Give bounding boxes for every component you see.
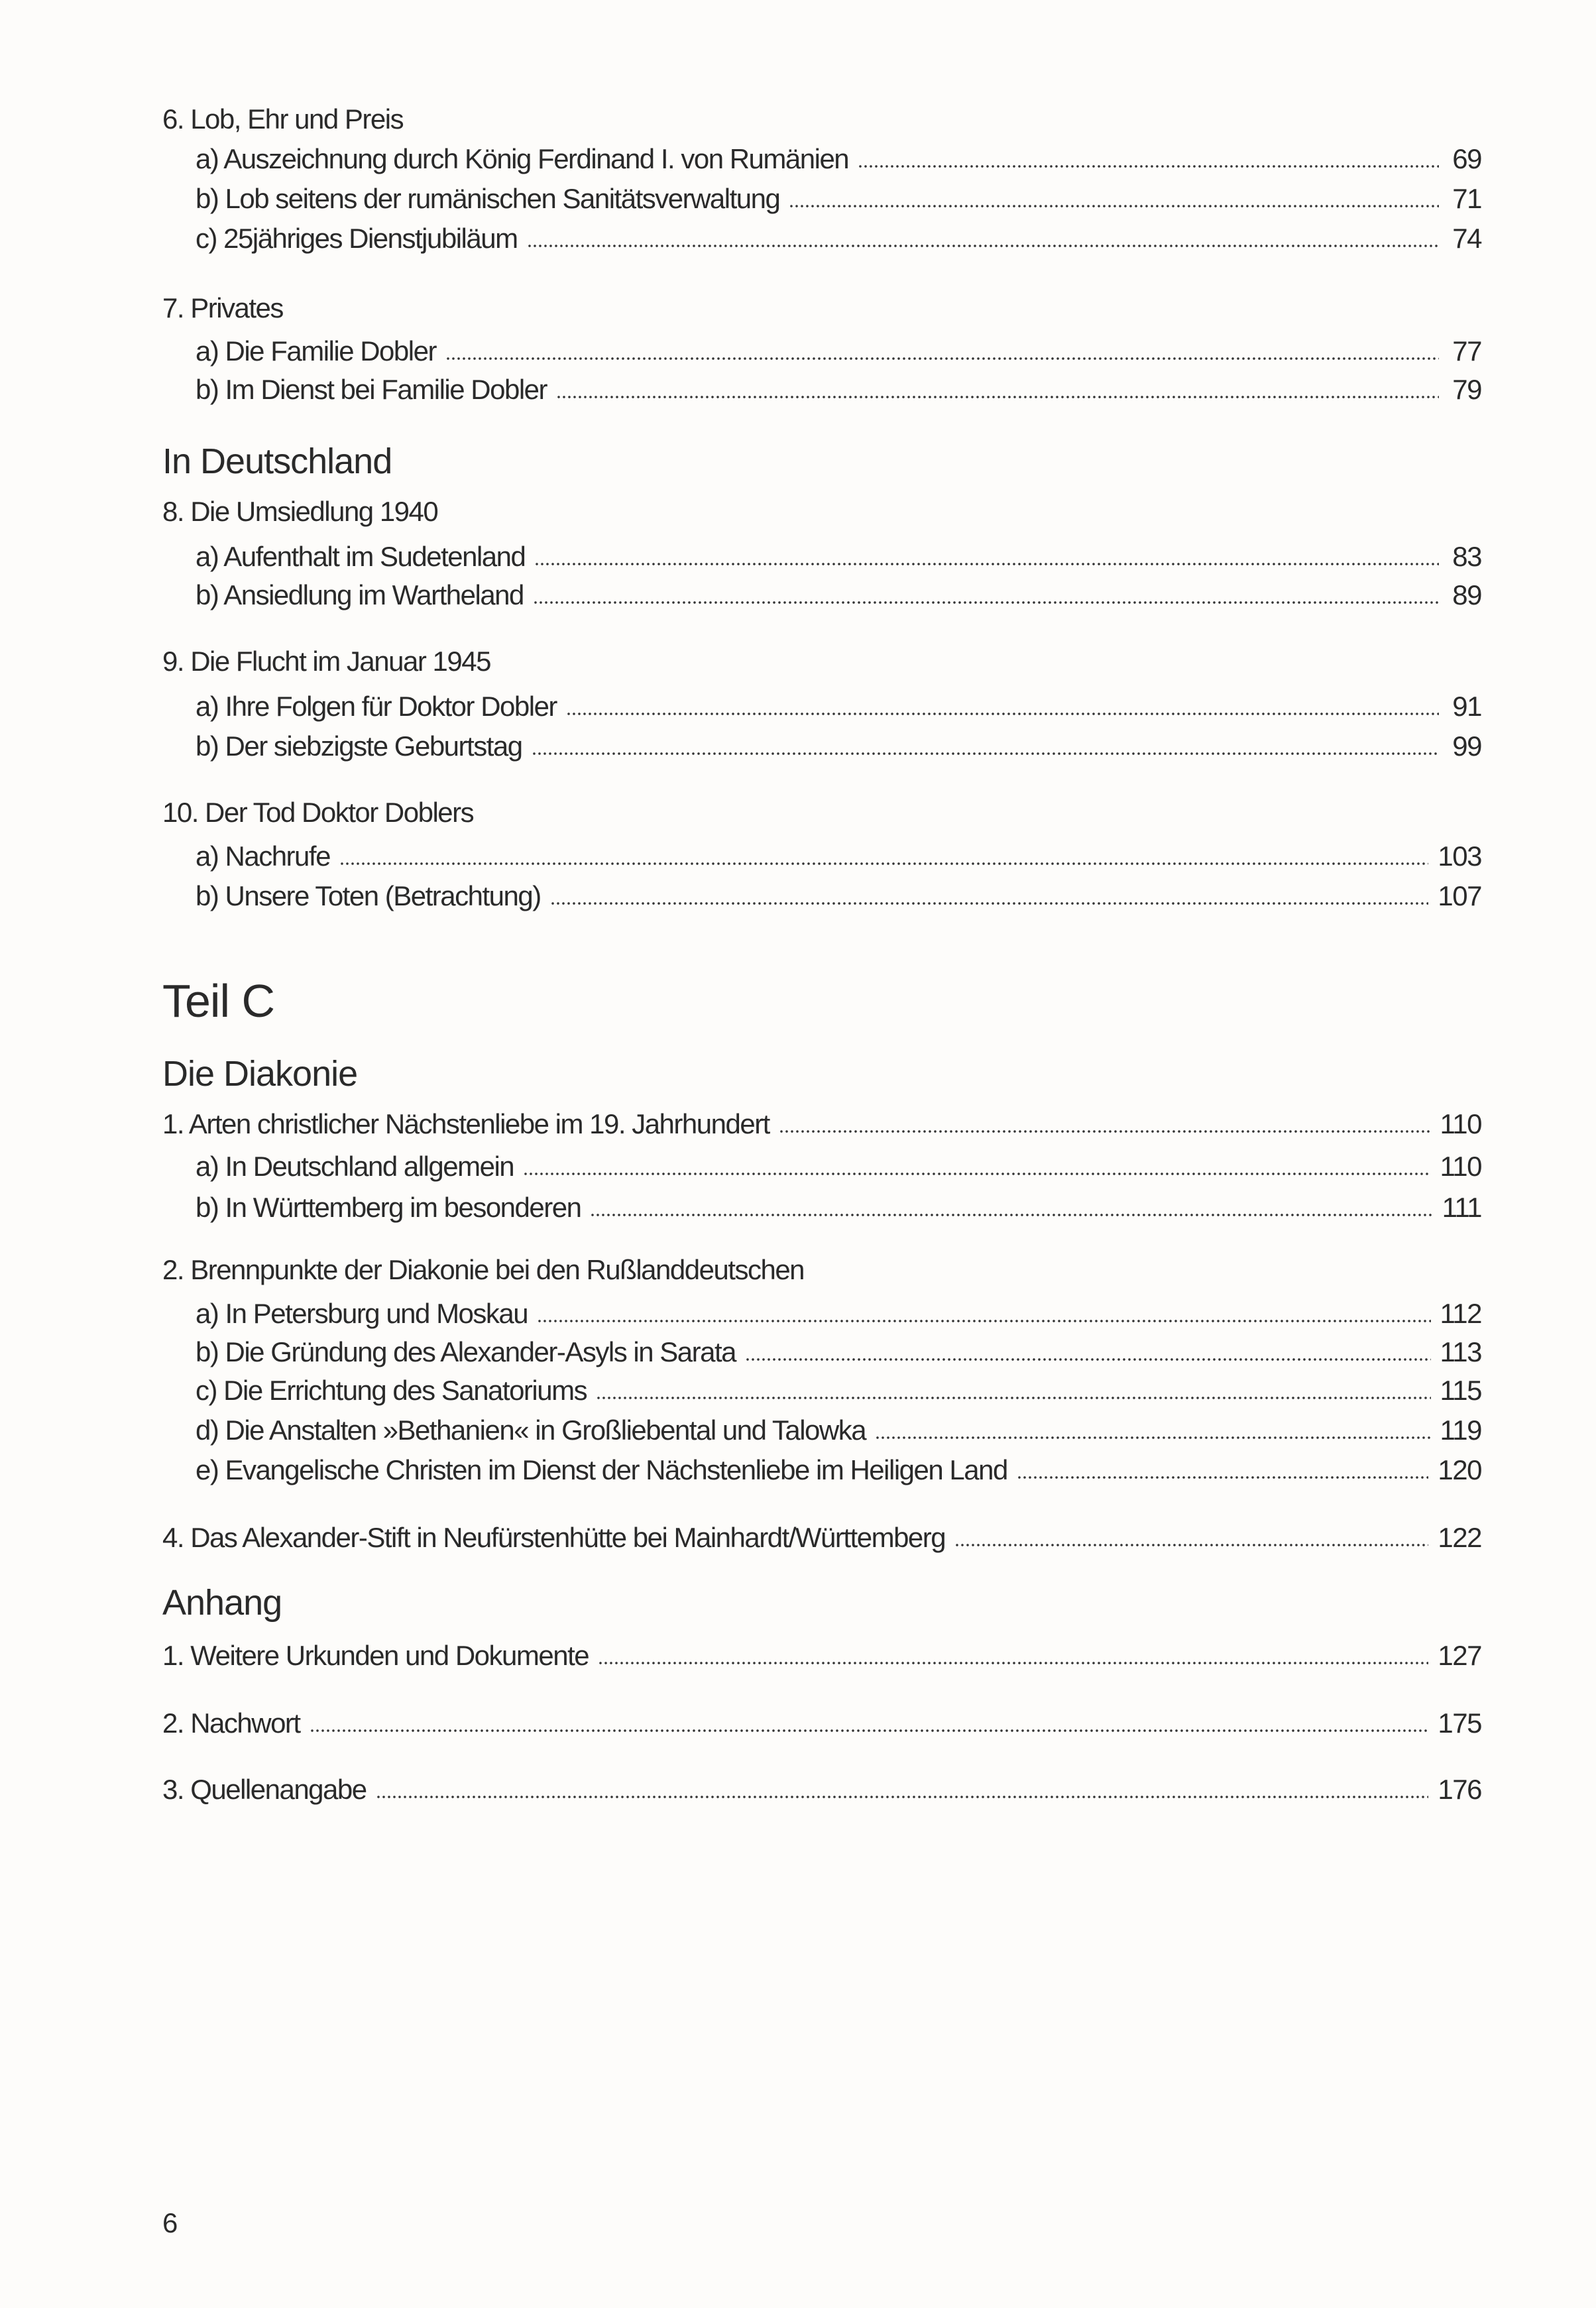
- dot-leader: [537, 1318, 1430, 1324]
- toc-section-title: [162, 640, 1481, 680]
- entry-label: 1. Weitere Urkunden und Dokumente: [162, 1640, 589, 1671]
- page-number-footer: 6: [162, 2207, 178, 2238]
- dot-leader: [590, 1212, 1432, 1218]
- page-number: 119: [1440, 1414, 1481, 1446]
- page-number: 79: [1452, 374, 1481, 405]
- toc-entry[interactable]: [196, 1186, 1481, 1226]
- dot-leader: [532, 750, 1439, 757]
- page-number: 113: [1440, 1336, 1481, 1367]
- page-number: 122: [1438, 1522, 1481, 1553]
- page-number: 91: [1452, 691, 1481, 722]
- toc-entry[interactable]: [196, 685, 1481, 725]
- entry-label: b) Unsere Toten (Betrachtung): [196, 880, 541, 911]
- entry-label: 1. Arten christlicher Nächstenliebe im 19. Jahrhundert: [162, 1108, 770, 1139]
- toc-entry[interactable]: [196, 138, 1481, 178]
- dot-leader: [523, 1171, 1430, 1177]
- entry-label: d) Die Anstalten »Bethanien« in Großliebental und Talowka: [196, 1414, 866, 1446]
- toc-entry[interactable]: [196, 178, 1481, 217]
- entry-label: c) Die Errichtung des Sanatoriums: [196, 1375, 587, 1406]
- part-heading: Anhang: [162, 1583, 282, 1623]
- toc-entry[interactable]: [196, 1293, 1481, 1332]
- entry-label: a) Auszeichnung durch König Ferdinand I. von Rumänien: [196, 143, 849, 174]
- toc-entry[interactable]: [162, 1768, 1481, 1808]
- dot-leader: [875, 1434, 1430, 1441]
- entry-label: c) 25jähriges Dienstjubiläum: [196, 223, 518, 254]
- dot-leader: [598, 1660, 1428, 1666]
- page-number: 175: [1438, 1707, 1481, 1739]
- page-number: 69: [1452, 143, 1481, 174]
- dot-leader: [858, 163, 1439, 170]
- dot-leader: [1017, 1474, 1429, 1481]
- section-title: 6. Lob, Ehr und Preis: [162, 103, 404, 135]
- toc-entry[interactable]: [162, 1702, 1481, 1742]
- page-number: 120: [1438, 1454, 1481, 1485]
- dot-leader: [745, 1356, 1431, 1363]
- dot-leader: [779, 1128, 1431, 1135]
- entry-label: a) Die Familie Dobler: [196, 335, 436, 367]
- page-number: 89: [1452, 579, 1481, 610]
- dot-leader: [376, 1794, 1429, 1800]
- section-title: 7. Privates: [162, 292, 283, 323]
- page-number: 103: [1438, 840, 1481, 872]
- toc-entry[interactable]: [196, 1145, 1481, 1185]
- page-number: 111: [1442, 1192, 1481, 1223]
- dot-leader: [556, 394, 1439, 400]
- toc-entry[interactable]: [196, 1449, 1481, 1489]
- dot-leader: [339, 860, 1428, 867]
- dot-leader: [596, 1395, 1430, 1401]
- page-number: 83: [1452, 541, 1481, 572]
- page-number: 110: [1440, 1108, 1481, 1139]
- toc-entry[interactable]: [162, 1103, 1481, 1143]
- entry-label: e) Evangelische Christen im Dienst der Nächstenliebe im Heiligen Land: [196, 1454, 1007, 1485]
- entry-label: b) Die Gründung des Alexander-Asyls in Sarata: [196, 1336, 736, 1367]
- entry-label: b) Lob seitens der rumänischen Sanitätsverwaltung: [196, 183, 780, 214]
- dot-leader: [533, 599, 1439, 606]
- toc-section-title: [162, 490, 1481, 530]
- toc-section-title: [162, 98, 1481, 138]
- dot-leader: [527, 243, 1439, 249]
- toc-entry[interactable]: [196, 217, 1481, 257]
- page-number: 112: [1440, 1298, 1481, 1329]
- toc-entry[interactable]: [196, 875, 1481, 915]
- page-number: 71: [1452, 183, 1481, 214]
- toc-entry[interactable]: [196, 330, 1481, 370]
- toc-entry[interactable]: [196, 1369, 1481, 1409]
- toc-entry[interactable]: [196, 1409, 1481, 1449]
- page-number: 74: [1452, 223, 1481, 254]
- toc-entry[interactable]: [196, 369, 1481, 408]
- part-title: Teil C: [162, 975, 275, 1027]
- toc-section-title: [162, 287, 1481, 327]
- toc-entry[interactable]: [196, 1331, 1481, 1371]
- entry-label: a) Ihre Folgen für Doktor Dobler: [196, 691, 557, 722]
- entry-label: a) In Deutschland allgemein: [196, 1151, 514, 1182]
- entry-label: b) Im Dienst bei Familie Dobler: [196, 374, 547, 405]
- section-title: 10. Der Tod Doktor Doblers: [162, 797, 474, 828]
- page-number: 127: [1438, 1640, 1481, 1671]
- entry-label: b) In Württemberg im besonderen: [196, 1192, 581, 1223]
- entry-label: b) Der siebzigste Geburtstag: [196, 730, 522, 762]
- entry-label: 2. Nachwort: [162, 1707, 300, 1739]
- page-number: 107: [1438, 880, 1481, 911]
- part-heading: In Deutschland: [162, 441, 392, 481]
- section-title: 2. Brennpunkte der Diakonie bei den Rußlanddeutschen: [162, 1254, 805, 1285]
- entry-label: a) In Petersburg und Moskau: [196, 1298, 528, 1329]
- toc-entry[interactable]: [196, 725, 1481, 765]
- entry-label: 4. Das Alexander-Stift in Neufürstenhütte bei Mainhardt/Württemberg: [162, 1522, 946, 1553]
- toc-section-title: [162, 791, 1481, 831]
- page-number: 115: [1440, 1375, 1481, 1406]
- dot-leader: [550, 900, 1429, 907]
- section-title: 8. Die Umsiedlung 1940: [162, 496, 438, 527]
- toc-entry[interactable]: [162, 1635, 1481, 1674]
- dot-leader: [789, 203, 1439, 209]
- toc-entry[interactable]: [196, 536, 1481, 575]
- toc-section-title: [162, 1249, 1481, 1289]
- entry-label: a) Nachrufe: [196, 840, 330, 872]
- section-title: 9. Die Flucht im Januar 1945: [162, 646, 490, 677]
- dot-leader: [445, 355, 1439, 362]
- part-subtitle: Die Diakonie: [162, 1054, 358, 1094]
- entry-label: b) Ansiedlung im Wartheland: [196, 579, 524, 610]
- entry-label: a) Aufenthalt im Sudetenland: [196, 541, 526, 572]
- page-number: 99: [1452, 730, 1481, 762]
- page-number: 77: [1452, 335, 1481, 367]
- toc-entry[interactable]: [162, 1517, 1481, 1556]
- page-number: 176: [1438, 1774, 1481, 1805]
- dot-leader: [954, 1542, 1428, 1548]
- page-number: 110: [1440, 1151, 1481, 1182]
- dot-leader: [534, 561, 1439, 567]
- dot-leader: [566, 711, 1439, 717]
- toc-entry[interactable]: [196, 835, 1481, 875]
- toc-entry[interactable]: [196, 574, 1481, 614]
- dot-leader: [310, 1727, 1429, 1734]
- entry-label: 3. Quellenangabe: [162, 1774, 367, 1805]
